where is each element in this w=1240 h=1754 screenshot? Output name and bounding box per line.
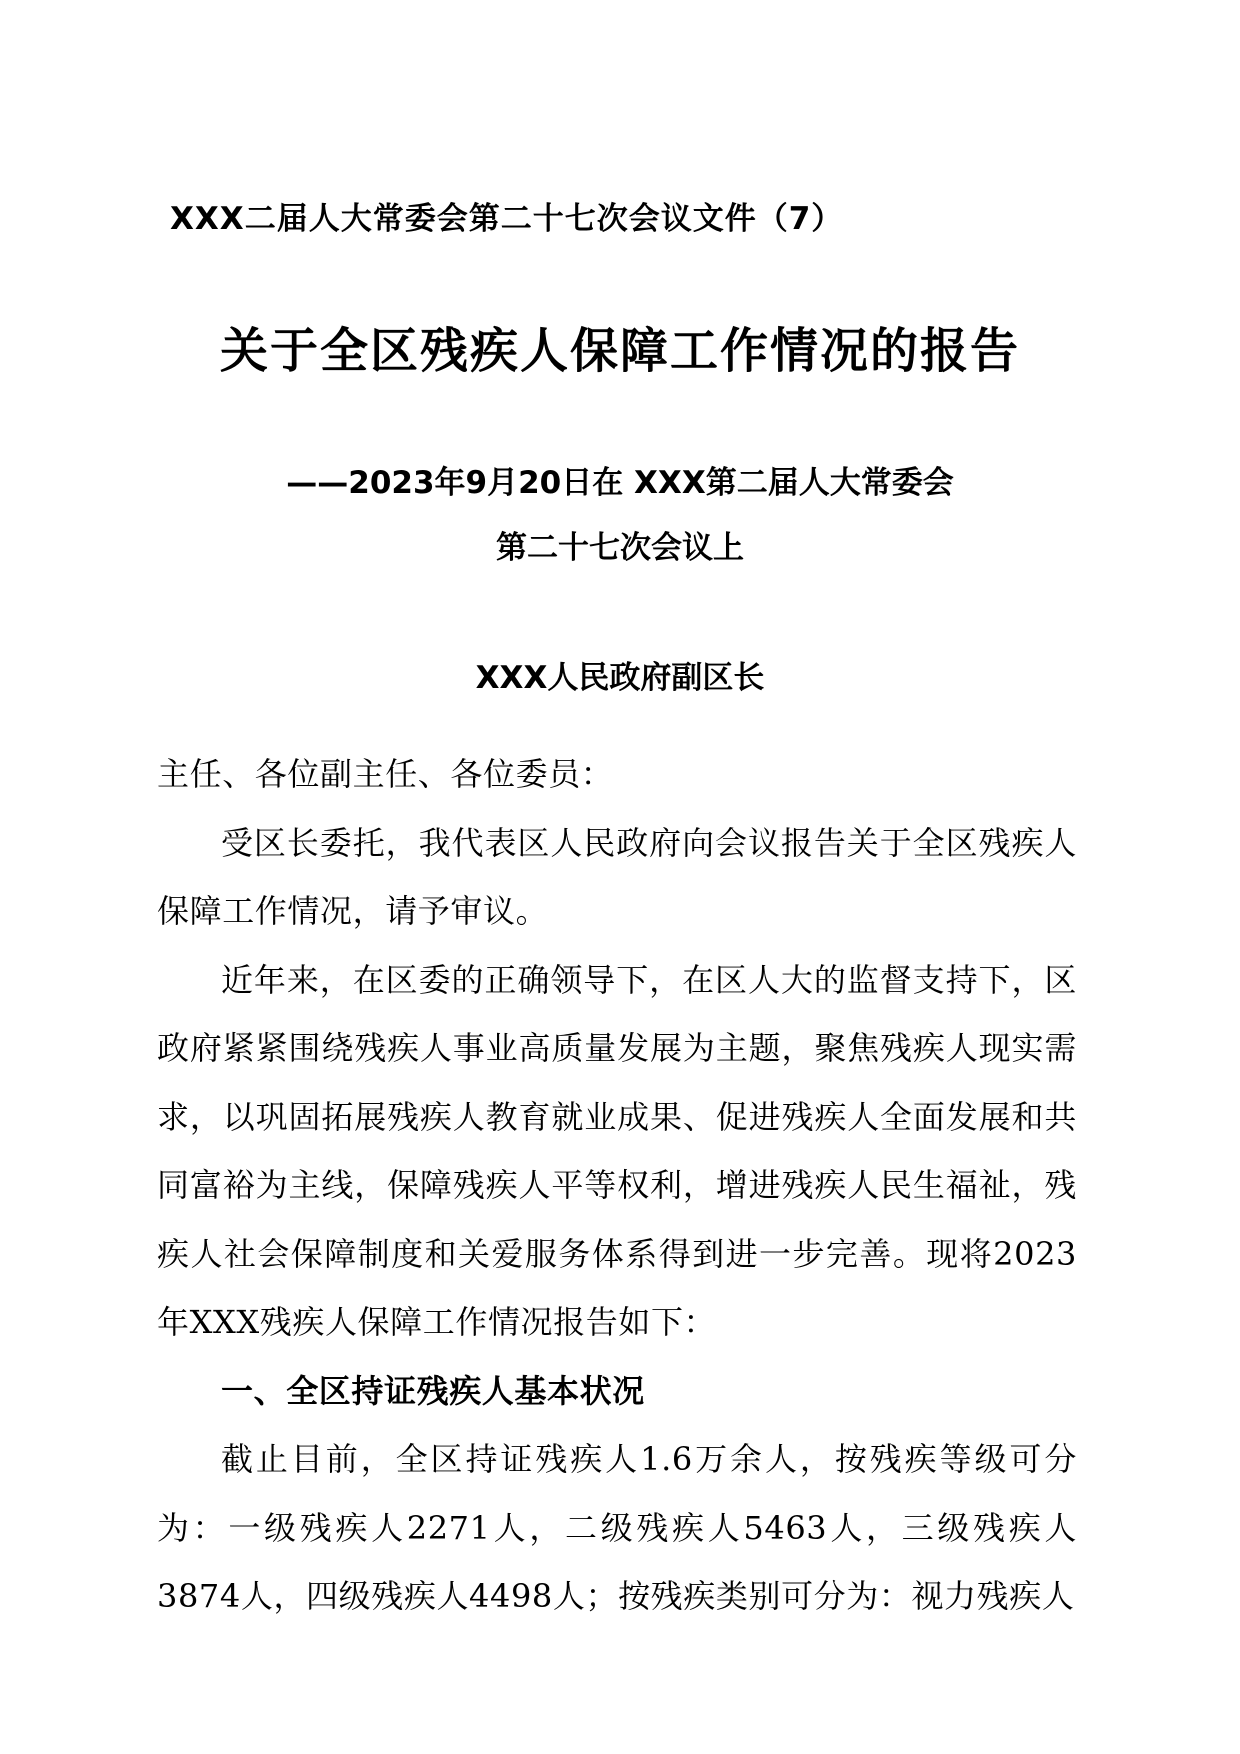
salutation: 主任、各位副主任、各位委员：	[157, 755, 614, 793]
meeting-file-label: XXX二届人大常委会第二十七次会议文件（7）	[170, 201, 844, 237]
report-body	[157, 740, 1077, 1631]
paragraph-2: 近年来，在区委的正确领导下，在区人大的监督支持下，区政府紧紧围绕残疾人事业高质量发展为主题，聚焦残疾人现实需求，以巩固拓展残疾人教育就业成果、促进残疾人全面发展和共同富裕为主线，保障残疾人平等权利，增进残疾人民生福祉，残疾人社会保障制度和关爱服务体系得到进一步完善。现将2023年XXX残疾人保障工作情况报告如下：	[157, 960, 1077, 1341]
paragraph-3: 截止目前，全区持证残疾人1.6万余人，按残疾等级可分为：一级残疾人2271人，二级残疾人5463人，三级残疾人3874人，四级残疾人4498人；按残疾类别可分为：视力残疾人	[157, 1440, 1077, 1615]
report-subtitle-line-2: 第二十七次会议上	[496, 530, 744, 566]
report-title: 关于全区残疾人保障工作情况的报告	[219, 323, 1020, 379]
paragraph-1: 受区长委托，我代表区人民政府向会议报告关于全区残疾人保障工作情况，请予审议。	[157, 823, 1077, 930]
section-1-heading: 一、全区持证残疾人基本状况	[221, 1371, 645, 1410]
report-subtitle-line-1: ——2023年9月20日在 XXX第二届人大常委会	[286, 465, 954, 501]
speaker-title: XXX人民政府副区长	[475, 660, 765, 696]
